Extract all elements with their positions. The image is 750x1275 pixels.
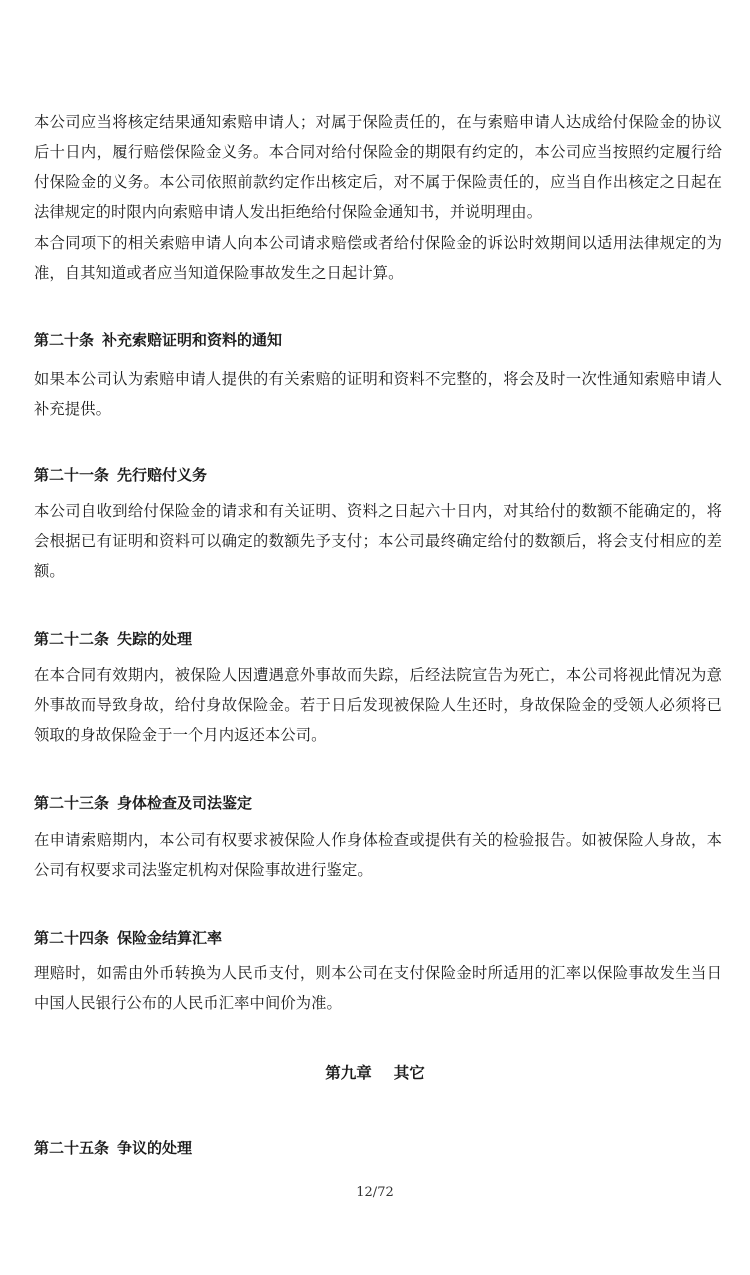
article-22-heading (34, 624, 192, 654)
page-number: 12/72 (356, 1185, 394, 1200)
article-24-title: 保险金结算汇率 (117, 929, 223, 947)
article-20-title: 补充索赔证明和资料的通知 (102, 331, 283, 349)
paragraph-limitation-period: 本合同项下的相关索赔申请人向本公司请求赔偿或者给付保险金的诉讼时效期间以适用法律规定的为准，自其知道或者应当知道保险事故发生之日起计算。 (34, 234, 722, 282)
chapter-number: 第九章 (325, 1064, 372, 1082)
article-25-title: 争议的处理 (117, 1139, 193, 1157)
article-21-body: 本公司自收到给付保险金的请求和有关证明、资料之日起六十日内，对其给付的数额不能确定的，将会根据已有证明和资料可以确定的数额先予支付；本公司最终确定给付的数额后，将会支付相应的差额。 (34, 502, 722, 580)
article-22-title: 失踪的处理 (117, 630, 193, 648)
chapter-title: 其它 (393, 1064, 425, 1082)
article-21-number: 第二十一条 (34, 466, 110, 484)
article-24-number: 第二十四条 (34, 929, 110, 947)
article-23-body: 在申请索赔期内，本公司有权要求被保险人作身体检查或提供有关的检验报告。如被保险人身故，本公司有权要求司法鉴定机构对保险事故进行鉴定。 (34, 831, 722, 879)
article-22-body: 在本合同有效期内，被保险人因遭遇意外事故而失踪，后经法院宣告为死亡，本公司将视此情况为意外事故而导致身故，给付身故保险金。若于日后发现被保险人生还时，身故保险金的受领人必须将已领取的身故保险金于一个月内返还本公司。 (34, 666, 722, 744)
article-21-heading (34, 460, 207, 490)
article-24-body: 理赔时，如需由外币转换为人民币支付，则本公司在支付保险金时所适用的汇率以保险事故发生当日中国人民银行公布的人民币汇率中间价为准。 (34, 964, 722, 1012)
article-23-title: 身体检查及司法鉴定 (117, 794, 253, 812)
article-20-body: 如果本公司认为索赔申请人提供的有关索赔的证明和资料不完整的，将会及时一次性通知索赔申请人补充提供。 (34, 370, 722, 418)
article-20-heading (34, 325, 282, 355)
article-21-title: 先行赔付义务 (117, 466, 208, 484)
article-25-number: 第二十五条 (34, 1139, 110, 1157)
article-23-number: 第二十三条 (34, 794, 110, 812)
article-20-number: 第二十条 (34, 331, 95, 349)
article-25-heading (34, 1133, 192, 1163)
paragraph-claim-notification: 本公司应当将核定结果通知索赔申请人；对属于保险责任的，在与索赔申请人达成给付保险金的协议后十日内，履行赔偿保险金义务。本合同对给付保险金的期限有约定的，本公司应当按照约定履行给付保险金的义务。本公司依照前款约定作出核定后，对不属于保险责任的，应当自作出核定之日起在法律规定的时限内向索赔申请人发出拒绝给付保险金通知书，并说明理由。 (34, 113, 722, 221)
article-24-heading (34, 923, 222, 953)
chapter-heading (0, 1058, 750, 1088)
article-23-heading (34, 788, 252, 818)
article-22-number: 第二十二条 (34, 630, 110, 648)
